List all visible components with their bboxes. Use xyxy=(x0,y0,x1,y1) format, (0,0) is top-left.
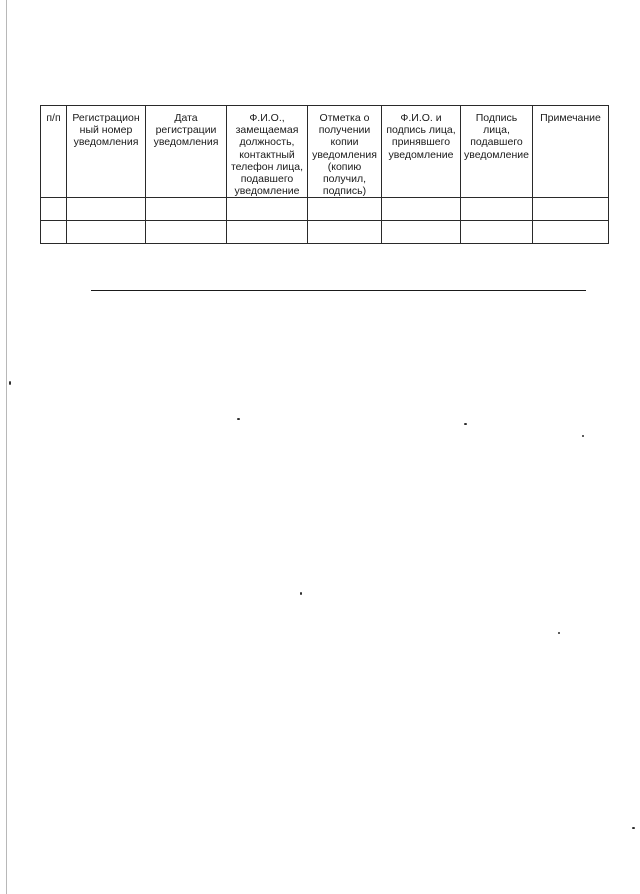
table-cell xyxy=(308,198,382,221)
scan-speck xyxy=(632,827,635,829)
table-cell xyxy=(461,198,533,221)
column-header-receiver: Ф.И.О. и подпись лица, принявшего уведомление xyxy=(382,106,461,198)
table-cell xyxy=(382,198,461,221)
scan-speck xyxy=(300,592,302,595)
table-cell xyxy=(227,221,308,244)
table-cell xyxy=(227,198,308,221)
column-header-registration-date: Дата регистрации уведомления xyxy=(146,106,227,198)
table-row xyxy=(41,198,609,221)
scan-speck xyxy=(9,381,11,385)
column-header-copy-receipt: Отметка о получении копии уведомления (копию получил, подпись) xyxy=(308,106,382,198)
table-cell xyxy=(41,221,67,244)
column-header-registration-number: Регистрацион ный номер уведомления xyxy=(67,106,146,198)
column-header-submitter-details: Ф.И.О., замещаемая должность, контактный телефон лица, подавшего уведомление xyxy=(227,106,308,198)
column-header-note: Примечание xyxy=(533,106,609,198)
table-cell xyxy=(146,198,227,221)
column-header-number: п/п xyxy=(41,106,67,198)
table-cell xyxy=(533,198,609,221)
table-cell xyxy=(67,221,146,244)
table-header-row xyxy=(41,106,609,198)
horizontal-rule xyxy=(91,290,586,291)
scan-speck xyxy=(237,418,240,420)
table-cell xyxy=(146,221,227,244)
scan-speck xyxy=(464,423,467,425)
scan-speck xyxy=(558,632,560,634)
scan-speck xyxy=(582,435,584,437)
table-cell xyxy=(461,221,533,244)
register-table xyxy=(40,105,609,244)
table-cell xyxy=(308,221,382,244)
table-cell xyxy=(533,221,609,244)
page-edge xyxy=(6,0,7,894)
table-cell xyxy=(382,221,461,244)
column-header-submitter-signature: Подпись лица, подавшего уведомление xyxy=(461,106,533,198)
table-cell xyxy=(41,198,67,221)
table-row xyxy=(41,221,609,244)
table-cell xyxy=(67,198,146,221)
